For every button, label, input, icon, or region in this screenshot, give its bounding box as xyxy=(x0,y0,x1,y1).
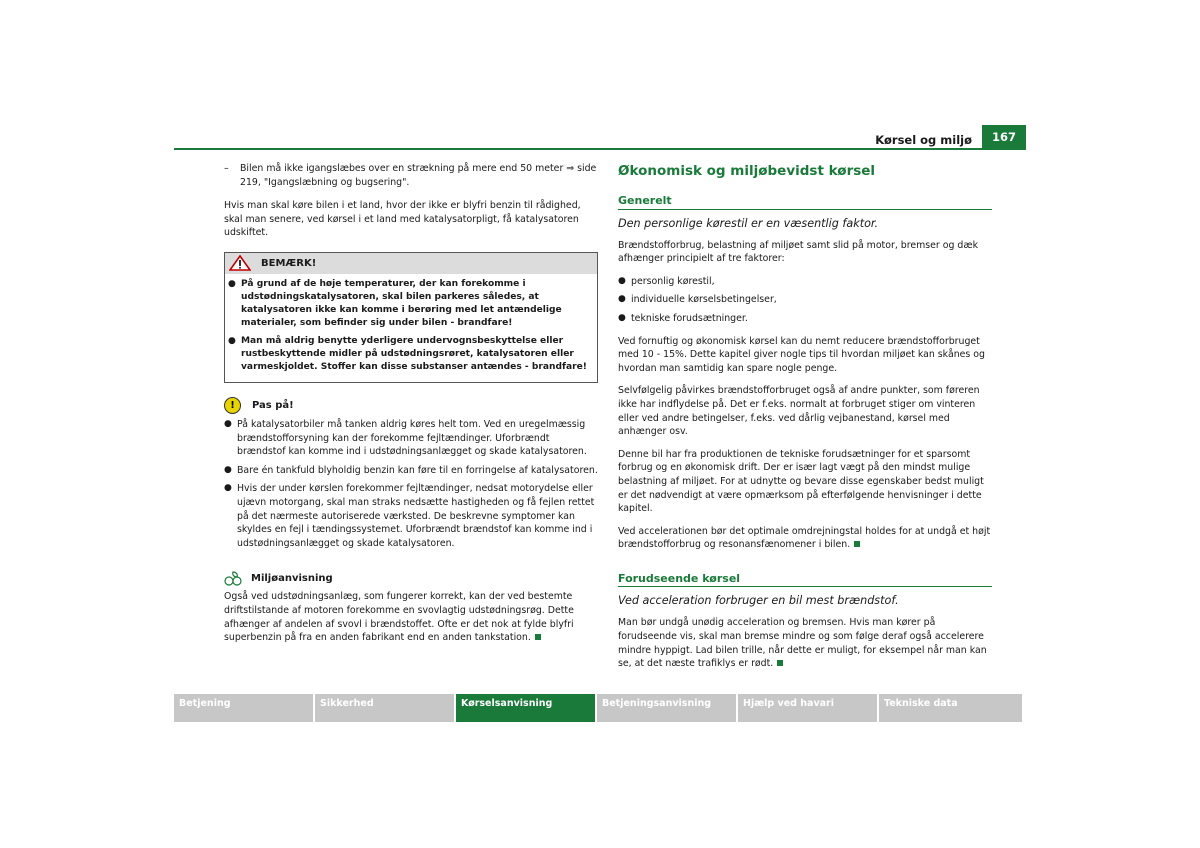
chapter-heading: Økonomisk og miljøbevidst kørsel xyxy=(618,163,876,179)
exclamation-circle-icon: ! xyxy=(224,397,241,414)
factor-item-text: tekniske forudsætninger. xyxy=(631,312,748,324)
bullet-icon: ● xyxy=(224,483,232,494)
factor-item xyxy=(618,312,992,326)
bullet-icon: ● xyxy=(224,418,232,429)
warning-header xyxy=(225,253,597,274)
bullet-icon: ● xyxy=(228,278,236,289)
chapter-tabs xyxy=(174,694,1026,722)
environment-leaf-icon xyxy=(224,570,242,586)
factor-item xyxy=(618,275,992,289)
end-marker-icon xyxy=(854,541,860,547)
caution-header xyxy=(224,397,598,414)
dash-item-text: Bilen må ikke igangslæbes over en strækning på mere end 50 meter ⇒ side 219, "Igangslæbning og bugsering". xyxy=(240,163,597,188)
environment-title: Miljøanvisning xyxy=(251,572,333,584)
section-intro: Brændstofforbrug, belastning af miljøet samt slid på motor, bremser og dæk afhænger principielt af tre faktorer: xyxy=(618,239,979,265)
body-paragraph: Ved accelerationen bør det optimale omdrejningstal holdes for at undgå et højt brændstofforbrug og resonansfænomener i bilen. xyxy=(618,525,991,551)
caution-title: Pas på! xyxy=(252,399,294,411)
section-heading-generelt: Generelt xyxy=(618,194,992,210)
warning-title: BEMÆRK! xyxy=(261,257,317,269)
caution-item xyxy=(224,482,598,550)
factor-item-text: individuelle kørselsbetingelser, xyxy=(631,294,777,306)
section-lead-generelt: Den personlige kørestil er en væsentlig faktor. xyxy=(618,216,879,230)
body-paragraph: Denne bil har fra produktionen de tekniske forudsætninger for et sparsomt forbrug og en økonomisk drift. Der er især lagt vægt på den mindst mulige belastning af miljøet. For at udnytte og bevare disse egenskaber bedst muligt er det nødvendigt at være opmærksom på efterfølgende henvisninger i dette kapitel. xyxy=(618,448,984,515)
bullet-icon: ● xyxy=(618,312,626,323)
environment-header xyxy=(224,570,598,586)
body-paragraph: Ved fornuftig og økonomisk kørsel kan du nemt reducere brændstofforbruget med 10 - 15%. Dette kapitel giver nogle tips til hvordan miljøet kan skånes og hvordan man samtidig kan spare nogle penge. xyxy=(618,335,985,374)
environment-text: Også ved udstødningsanlæg, som fungerer korrekt, kan der ved bestemte driftstilstande af motoren forekomme en svovlagtig udstødningsrøg. Dette afhænger af andelen af svovl i brændstoffet. Ofte er det nok at fylde blyfri superbenzin på fra en anden fabrikant end en anden tankstation. xyxy=(224,591,574,644)
tab-betjening[interactable]: Betjening xyxy=(174,694,313,722)
factor-item xyxy=(618,293,992,307)
warning-item-text: På grund af de høje temperaturer, der kan forekomme i udstødningskatalysatoren, skal bilen parkeres således, at katalysatoren ikke kan komme i berøring med let antændelige materialer, som befinder sig under bilen - brandfare! xyxy=(241,278,562,328)
warning-body xyxy=(225,274,597,382)
tab-korselsanvisning[interactable]: Kørselsanvisning xyxy=(456,694,595,722)
section-lead-forudseende: Ved acceleration forbruger en bil mest brændstof. xyxy=(618,594,899,608)
caution-item-text: Bare én tankfuld blyholdig benzin kan føre til en forringelse af katalysatoren. xyxy=(237,464,598,476)
warning-box xyxy=(224,252,598,383)
warning-item xyxy=(228,335,594,374)
factor-item-text: personlig kørestil, xyxy=(631,275,715,287)
tab-tekniske-data[interactable]: Tekniske data xyxy=(879,694,1022,722)
caution-item xyxy=(224,464,598,478)
warning-item xyxy=(228,278,594,330)
bullet-icon: ● xyxy=(618,294,626,305)
bullet-icon: ● xyxy=(618,275,626,286)
caution-item-text: Hvis der under kørslen forekommer fejltændinger, nedsat motorydelse eller ujævn motorgang, skal man straks nedsætte hastigheden og få fejlen rettet på det nærmeste autoriserede værksted. De beskrevne symptomer kan skyldes en fejl i tændingssystemet. Uforbrændt brændstof kan komme ind i udstødningsanlægget og skade katalysatoren. xyxy=(237,483,595,549)
running-header-title: Kørsel og miljø xyxy=(875,133,972,147)
tab-hjaelp-ved-havari[interactable]: Hjælp ved havari xyxy=(738,694,877,722)
bullet-icon: ● xyxy=(228,335,236,346)
dash-list-item xyxy=(224,162,598,189)
tab-sikkerhed[interactable]: Sikkerhed xyxy=(315,694,454,722)
caution-item-text: På katalysatorbiler må tanken aldrig køres helt tom. Ved en uregelmæssig brændstofforsyning kan der forekomme fejltændinger. Uforbrændt brændstof kan komme ind i udstødningsanlægget og skade katalysatoren. xyxy=(237,418,587,458)
section-heading-forudseende: Forudseende kørsel xyxy=(618,572,992,588)
body-paragraph: Man bør undgå unødig acceleration og bremsen. Hvis man kører på forudseende vis, skal man bremse mindre og som følge deraf også accelerere mindre hyppigt. Lad bilen trille, når dette er muligt, for eksempel når man kan se, at det næste trafiklys er rødt. xyxy=(618,617,987,670)
right-column xyxy=(618,162,992,680)
warning-item-text: Man må aldrig benytte yderligere undervognsbeskyttelse eller rustbeskyttende midler på udstødningsrøret, katalysatoren eller varmeskjoldet. Stoffer kan disse substanser antændes - brandfare! xyxy=(241,335,587,372)
bullet-icon: ● xyxy=(224,464,232,475)
dash-marker: – xyxy=(224,163,229,174)
body-paragraph: Selvfølgelig påvirkes brændstofforbruget også af andre punkter, som føreren ikke har indflydelse på. Det er f.eks. normalt at forbruget stiger om vinteren eller ved andre betingelser, f.eks. ved dårlig vejbanestand, kørsel med anhænger osv. xyxy=(618,385,980,438)
left-column xyxy=(224,162,598,654)
tab-betjeningsanvisning[interactable]: Betjeningsanvisning xyxy=(597,694,736,722)
end-marker-icon xyxy=(777,660,783,666)
catalyst-paragraph: Hvis man skal køre bilen i et land, hvor der ikke er blyfri benzin til rådighed, skal man senere, ved kørsel i et land med katalysatorpligt, få katalysatoren udskiftet. xyxy=(224,200,581,239)
header-rule xyxy=(174,148,1026,150)
warning-triangle-icon xyxy=(229,255,251,271)
page-number: 167 xyxy=(982,125,1026,149)
end-marker-icon xyxy=(535,634,541,640)
caution-item xyxy=(224,418,598,459)
